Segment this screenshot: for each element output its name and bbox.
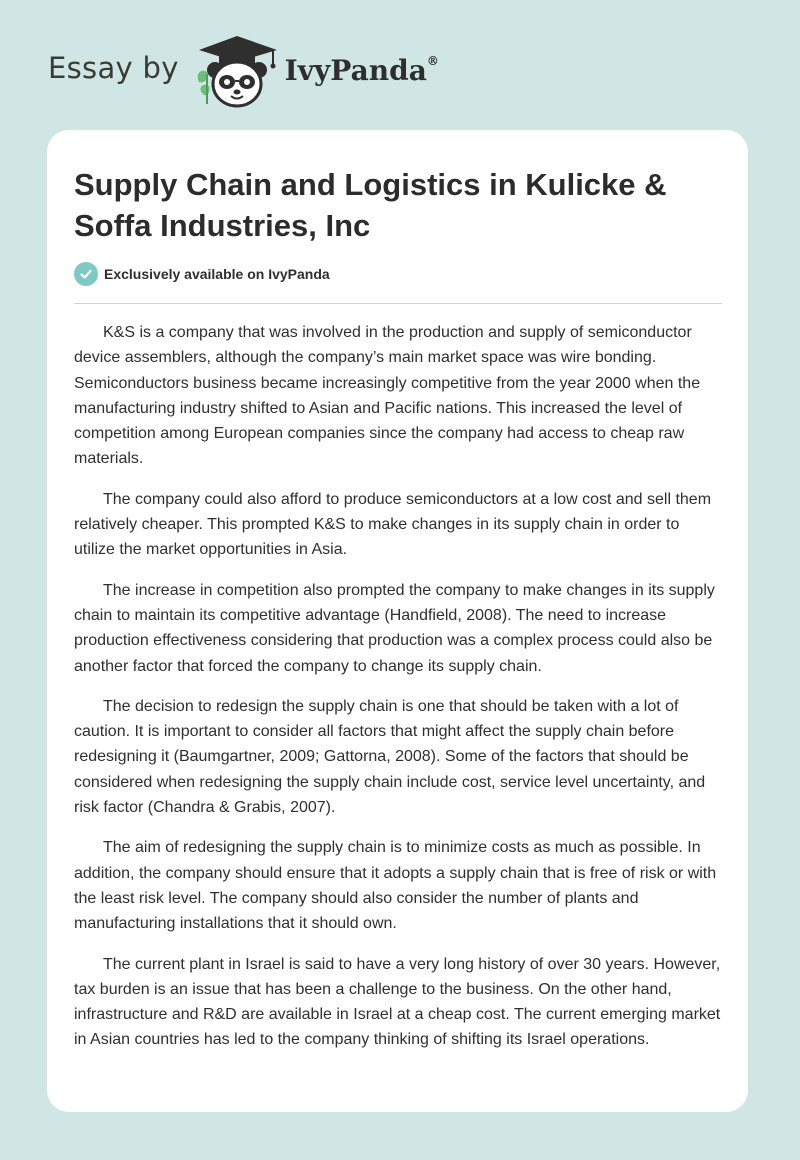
paragraph: The company could also afford to produce semiconductors at a low cost and sell them relatively cheaper. This prompted K&S to make changes in its supply chain in order to utilize the market opportunities in Asia. xyxy=(74,490,712,559)
essay-by-label: Essay by xyxy=(48,51,179,85)
essay-card xyxy=(47,130,748,1112)
site-header xyxy=(48,30,439,110)
essay-title: Supply Chain and Logistics in Kulicke & Soffa Industries, Inc xyxy=(74,167,667,243)
registered-mark: ® xyxy=(426,54,439,69)
exclusive-badge xyxy=(74,262,330,286)
panda-logo-icon[interactable] xyxy=(193,30,281,110)
divider xyxy=(74,303,722,304)
paragraph: The aim of redesigning the supply chain is to minimize costs as much as possible. In addition, the company should ensure that it adopts a supply chain that is free of risk or with the least risk level. The company should also consider the number of plants and manufacturing installations that it should own. xyxy=(74,839,717,933)
exclusive-label: Exclusively available on IvyPanda xyxy=(104,266,330,282)
paragraph: The decision to redesign the supply chain is one that should be taken with a lot of caution. It is important to consider all factors that might affect the supply chain before redesigning it (Baumgartner, 2009; Gattorna, 2008). Some of the factors that should be considered when redesigning the supply chain include cost, service level uncertainty, and risk factor (Chandra & Grabis, 2007). xyxy=(74,697,706,817)
check-icon xyxy=(74,262,98,286)
essay-body xyxy=(74,320,724,1068)
paragraph: The increase in competition also prompted the company to make changes in its supply chain to maintain its competitive advantage (Handfield, 2008). The need to increase production effectiveness considering that production was a complex process could also be another factor that forced the company to change its supply chain. xyxy=(74,581,715,675)
paragraph: The current plant in Israel is said to have a very long history of over 30 years. However, tax burden is an issue that has been a challenge to the business. On the other hand, infrastructure and R&D are available in Israel at a cheap cost. The current emerging market in Asian countries has led to the company thinking of shifting its Israel operations. xyxy=(74,955,721,1049)
brand-name-text[interactable]: IvyPanda xyxy=(284,53,427,87)
paragraph: K&S is a company that was involved in the production and supply of semiconductor device assemblers, although the company’s main market space was wire bonding. Semiconductors business became increasingly competitive from the year 2000 when the manufacturing industry shifted to Asian and Pacific nations. This increased the level of competition among European companies since the company had access to cheap raw materials. xyxy=(74,324,701,468)
brand-name[interactable] xyxy=(285,54,439,87)
